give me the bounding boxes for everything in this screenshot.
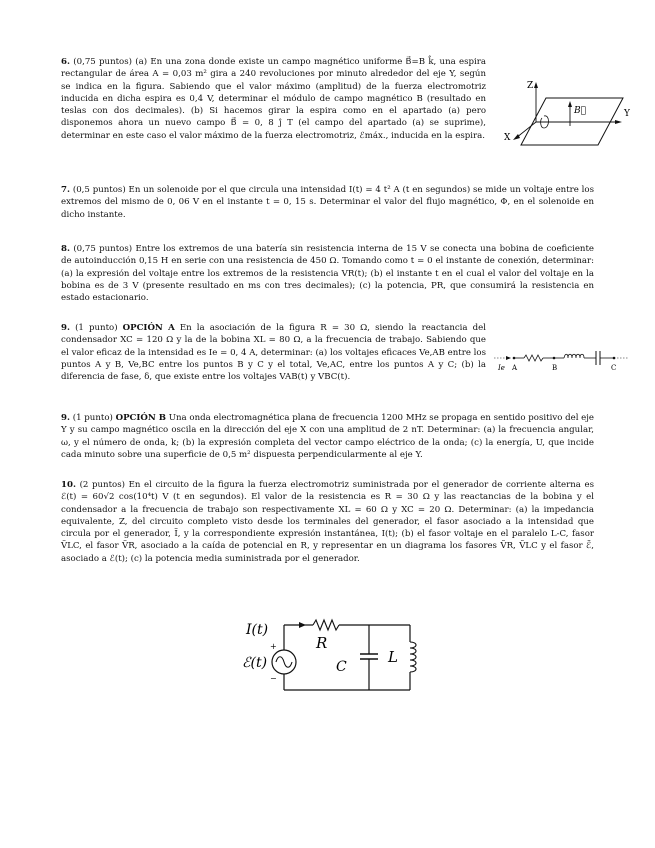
problem-9a bbox=[61, 322, 486, 383]
problem-6 bbox=[61, 56, 486, 142]
point-b-label: B bbox=[552, 364, 558, 372]
series-inductor bbox=[564, 354, 584, 358]
minus-sign: − bbox=[270, 674, 277, 683]
circuit-inductor bbox=[410, 642, 416, 672]
point-a-label: A bbox=[512, 364, 518, 372]
z-axis-label: Z bbox=[527, 81, 534, 91]
figure-series-circuit bbox=[492, 346, 632, 378]
problem-8-text: Entre los extremos de una batería sin resistencia interna de 15 V se conecta una bobina de coeficiente de autoinducción 0,15 H en serie con una resistencia de 450 Ω. Tomando como t = 0 el instante de conexión, determinar: (a) la expresión del voltaje entre los extremos de la resistencia VR(t); (b) el instante t en el cual el valor del voltaje en la bobina es de 3 V (presente resultado en ms con tres decimales); (c) la potencia, PR, que consumirá la resistencia en estado estacionario. bbox=[61, 244, 595, 304]
x-axis-label: X bbox=[504, 133, 511, 143]
problem-6-text: (a) En una zona donde existe un campo magnético uniforme B⃗=B k̂, una espira rectangular de área A = 0,03 m² gira a 240 revoluciones por minuto alrededor del eje Y, según se indica en la figura. Sabiendo que el valor máximo (amplitud) de la fuerza electromotriz inducida en dicha espira es 0,4 V, determinar el módulo de campo magnético B (resultado en teslas con dos decimales). (b) Si hacemos girar la espira como en el apartado (a) pero disponemos ahora un nuevo campo B⃗ = 0, 8 ĵ T (el campo del apartado (a) se suprime), determinar en este caso el valor máximo de la fuerza electromotriz, ℰmáx., inducida en la espira. bbox=[61, 57, 486, 141]
y-axis-label: Y bbox=[624, 109, 630, 119]
circuit-capacitor-label: C bbox=[336, 659, 347, 675]
problem-7-text: En un solenoide por el que circula una intensidad I(t) = 4 t² A (t en segundos) se mide un voltaje entre los extremos del mismo de 0, 06 V en el instante t = 0, 15 s. Determinar el valor del flujo magnético, Φ, en el solenoide en dicho instante. bbox=[61, 185, 595, 220]
problem-9a-points: (1 punto) bbox=[75, 323, 118, 333]
circuit-resistor-label: R bbox=[316, 634, 328, 652]
problem-9a-option: OPCIÓN A bbox=[122, 323, 175, 333]
problem-10-points: (2 puntos) bbox=[79, 480, 125, 490]
figure-ac-circuit bbox=[240, 612, 440, 697]
problem-9b-text: Una onda electromagnética plana de frecuencia 1200 MHz se propaga en sentido positivo del eje Y y su campo magnético oscila en la dirección del eje X con una amplitud de 2 nT. Determinar: (a) la frecuencia angular, ω, y el número de onda, k; (b) la expresión completa del vector campo eléctrico de la onda; (c) la energía, U, que incide cada minuto sobre una superficie de 0,5 m² dispuesta perpendicularmente al eje Y. bbox=[61, 413, 595, 460]
circuit-resistor bbox=[313, 620, 339, 630]
circuit-emf-label: ℰ(t) bbox=[242, 655, 268, 671]
problem-9b-option: OPCIÓN B bbox=[115, 413, 167, 423]
problem-9b bbox=[61, 412, 594, 461]
field-label: B⃗ bbox=[574, 106, 587, 116]
problem-7-points: (0,5 puntos) bbox=[72, 185, 126, 195]
problem-10 bbox=[61, 479, 594, 565]
series-current-label: Ie bbox=[498, 364, 505, 372]
series-resistor bbox=[524, 355, 543, 361]
problem-8-number: 8. bbox=[61, 244, 70, 254]
figure-rotating-loop bbox=[498, 78, 638, 158]
problem-6-number: 6. bbox=[61, 57, 70, 67]
problem-10-number: 10. bbox=[61, 480, 76, 490]
point-c-label: C bbox=[611, 364, 617, 372]
problem-9a-number: 9. bbox=[61, 323, 70, 333]
problem-8-points: (0,75 puntos) bbox=[73, 244, 133, 254]
problem-9a-text: En la asociación de la figura R = 30 Ω, siendo la reactancia del condensador XC = 120 Ω y la de la bobina XL = 80 Ω, a la frecuencia de trabajo. Sabiendo que el valor eficaz de la intensidad es Ie = 0, 4 A, determinar: (a) los voltajes eficaces Ve,AB entre los puntos A y B, Ve,BC entre los puntos B y C y el total, Ve,AC, entre los puntos A y C; (b) la diferencia de fase, δ, que existe entre los voltajes VAB(t) y VBC(t). bbox=[61, 323, 486, 383]
problem-9b-points: (1 punto) bbox=[72, 413, 113, 423]
problem-7-number: 7. bbox=[61, 185, 70, 195]
circuit-current-label: I(t) bbox=[246, 622, 269, 638]
problem-9b-number: 9. bbox=[61, 413, 70, 423]
plus-sign: + bbox=[270, 642, 277, 651]
problem-10-text: En el circuito de la figura la fuerza electromotriz suministrada por el generador de corriente alterna es ℰ(t) = 60√2 cos(10⁴t) V (t en segundos). El valor de la resistencia es R = 30 Ω y las reactancias de la bobina y el condensador a la frecuencia de trabajo son respectivamente XL = 60 Ω y XC = 20 Ω. Determinar: (a) la impedancia equivalente, Z, del circuito completo visto desde los terminales del generador, el fasor asociado a la intensidad que circula por el generador, Ĩ, y la correspondiente expresión instantánea, I(t); (b) el fasor voltaje en el paralelo L-C, fasor ṼLC, el fasor ṼR, asociado a la caída de potencial en R, y representar en un diagrama los fasores ṼR, ṼLC y el fasor ℰ̃, asociado a ℰ(t); (c) la potencia media suministrada por el generador. bbox=[61, 480, 595, 564]
problem-8 bbox=[61, 243, 594, 304]
problem-6-points: (0,75 puntos) bbox=[73, 57, 132, 67]
problem-7 bbox=[61, 184, 594, 221]
circuit-inductor-label: L bbox=[388, 648, 398, 666]
